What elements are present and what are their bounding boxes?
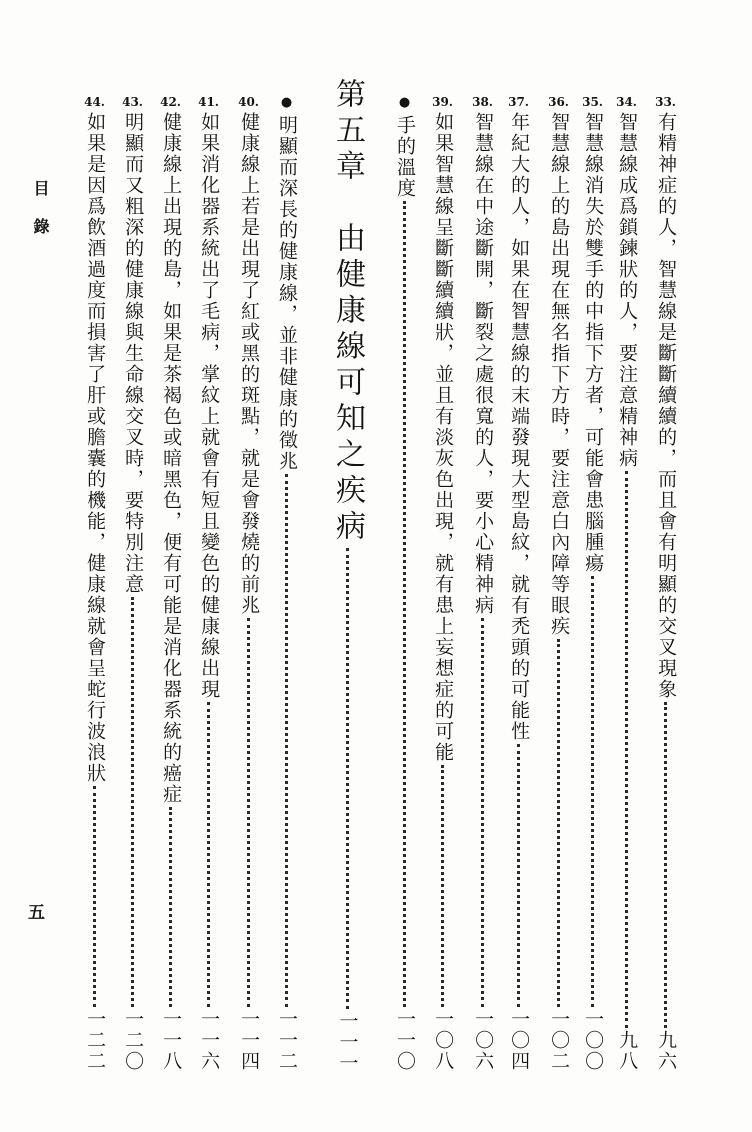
toc-entry: [235, 96, 259, 1076]
entry-number: 44.: [84, 95, 105, 109]
page-number: 一一一: [336, 1011, 359, 1074]
entry-number: 34.: [616, 95, 637, 109]
page-number: 九八: [616, 1030, 639, 1072]
dot-leader: [481, 618, 484, 1007]
bullet-icon: ●: [280, 95, 293, 110]
toc-entry: [429, 96, 453, 1076]
toc-entry: [81, 96, 105, 1076]
entry-title: 智慧線上的島出現在無名指下方時，要注意白內障等眼疾: [548, 112, 571, 637]
dot-leader: [403, 201, 406, 1007]
entry-number: 35.: [582, 95, 603, 109]
dot-leader: [169, 807, 172, 1007]
page-number: 一一四: [238, 1009, 261, 1072]
page-number: 一〇八: [432, 1009, 455, 1072]
entry-title: 如果是因爲飲酒過度而損害了肝或膽囊的機能，健康線就會呈蛇行波浪狀: [84, 112, 107, 784]
entry-number: 37.: [508, 95, 529, 109]
toc-entry: [272, 96, 296, 1076]
entry-number: 36.: [548, 95, 569, 109]
entry-title: 如果消化器系統出了毛病，掌紋上就會有短且變色的健康線出現: [198, 112, 221, 700]
entry-title: 智慧線在中途斷開，斷裂之處很寬的人，要小心精神病: [472, 112, 495, 616]
page-number: 一〇〇: [582, 1009, 605, 1072]
dot-leader: [285, 474, 288, 1007]
dot-leader: [131, 597, 134, 1007]
entry-number: 40.: [238, 95, 259, 109]
running-header: 目錄: [31, 180, 50, 256]
dot-leader: [557, 639, 560, 1007]
entry-title: 健康線上出現的島，如果是茶褐色或暗黑色，便有可能是消化器系統的癌症: [160, 112, 183, 805]
entry-title: 智慧線消失於雙手的中指下方者，可能會患腦腫瘍: [582, 112, 605, 574]
entry-number: 39.: [432, 95, 453, 109]
entry-title: 手的溫度: [394, 115, 416, 199]
toc-entry: [579, 96, 603, 1076]
bullet-icon: ●: [398, 95, 411, 110]
entry-number: 41.: [198, 95, 219, 109]
toc-entry: [652, 96, 676, 1076]
dot-leader: [625, 471, 628, 1028]
entry-title: 健康線上若是出現了紅或黑的斑點，就是會發燒的前兆: [238, 112, 261, 616]
toc-entry: [119, 96, 143, 1076]
entry-number: 43.: [122, 95, 143, 109]
page-number: 一一八: [160, 1009, 183, 1072]
dot-leader: [517, 744, 520, 1007]
dot-leader: [441, 765, 444, 1007]
page-number: 一二〇: [122, 1009, 145, 1072]
toc-entry: [195, 96, 219, 1076]
dot-leader: [207, 702, 210, 1007]
entry-title: 年紀大的人，如果在智慧線的末端發現大型島紋，就有禿頭的可能性: [508, 112, 531, 742]
page-number: 一〇二: [548, 1009, 571, 1072]
page-number: 一二二: [84, 1009, 107, 1072]
entry-number: 38.: [472, 95, 493, 109]
entry-title: 第五章 由健康線可知之疾病: [330, 78, 365, 546]
page-number: 一〇六: [472, 1009, 495, 1072]
dot-leader: [664, 702, 667, 1028]
dot-leader: [591, 576, 594, 1007]
page-number: 一一六: [198, 1009, 221, 1072]
toc-entry: [469, 96, 493, 1076]
page-number: 九六: [655, 1030, 678, 1072]
toc-entry: [390, 96, 414, 1076]
page-number: 一一〇: [394, 1009, 416, 1072]
page-number: 一〇四: [508, 1009, 531, 1072]
entry-title: 明顯而又粗深的健康線與生命線交叉時，要特別注意: [122, 112, 145, 595]
toc-entry: [613, 96, 637, 1076]
dot-leader: [93, 786, 96, 1007]
entry-number: 42.: [160, 95, 181, 109]
dot-leader: [247, 618, 250, 1007]
entry-number: 33.: [655, 95, 676, 109]
toc-entry: [545, 96, 569, 1076]
entry-title: 智慧線成爲鎖鍊狀的人，要注意精神病: [616, 112, 639, 469]
page-number: 一一二: [276, 1009, 298, 1072]
entry-title: 如果智慧線呈斷斷續續狀，並且有淡灰色出現，就有患上妄想症的可能: [432, 112, 455, 763]
dot-leader: [346, 548, 349, 1009]
toc-entry: [505, 96, 529, 1076]
toc-entry: [157, 96, 181, 1076]
entry-title: 明顯而深長的健康線，並非健康的徵兆: [276, 115, 298, 472]
entry-title: 有精神症的人，智慧線是斷斷續續的，而且會有明顯的交叉現象: [655, 112, 678, 700]
page-folio: 五: [28, 903, 45, 923]
chapter-heading-entry: [326, 78, 365, 1074]
